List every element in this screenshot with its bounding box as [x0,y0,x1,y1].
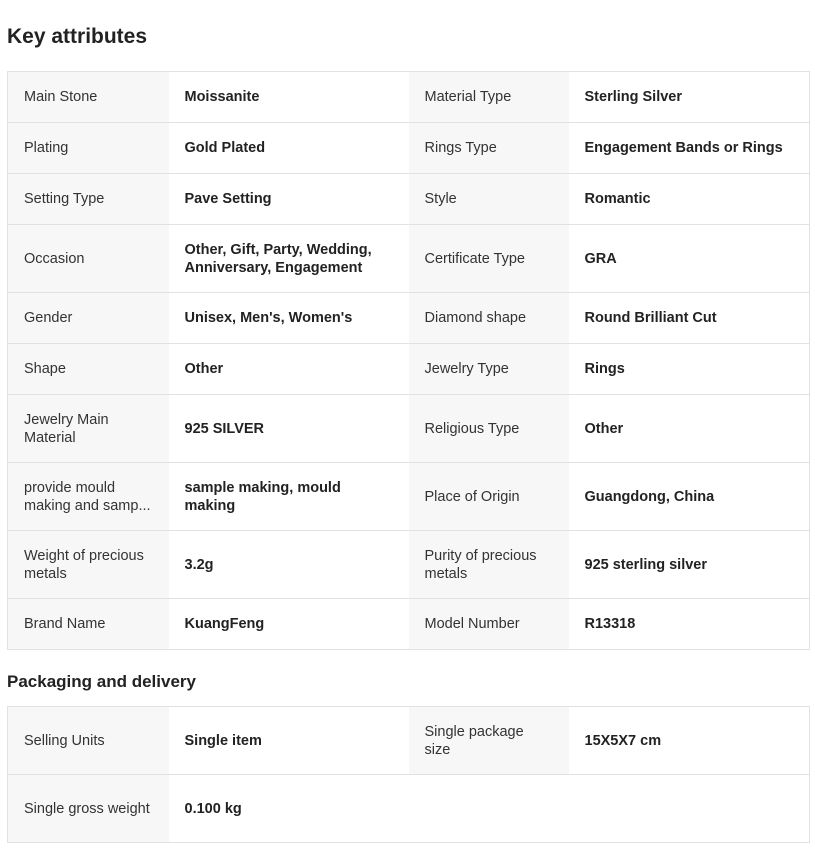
attribute-label: Style [409,174,569,225]
attribute-value: Romantic [569,174,810,225]
attribute-row-occasion [8,225,810,293]
attribute-value: 925 sterling silver [569,531,810,599]
attribute-label: Selling Units [8,707,169,775]
attribute-value: Guangdong, China [569,463,810,531]
attribute-value-text: Other, Gift, Party, Wedding, Anniversary, Engagement [184,241,372,276]
attribute-value: Pave Setting [169,174,409,225]
attribute-label: Place of Origin [409,463,569,531]
packaging-row-selling-units [8,707,810,775]
key-attributes-title: Key attributes [7,25,148,48]
attribute-value: sample making, mould making [169,463,409,531]
attribute-value: Rings [569,344,810,395]
attribute-value: Engagement Bands or Rings [569,123,810,174]
attribute-value: GRA [569,225,810,293]
attribute-label: Certificate Type [409,225,569,293]
attribute-label: Setting Type [8,174,169,225]
attribute-label-text: Jewelry Main Material [24,411,109,446]
attribute-value [169,225,409,293]
attribute-label [409,707,569,775]
attribute-value: Gold Plated [169,123,409,174]
attribute-label: Religious Type [409,395,569,463]
attribute-label-text: Weight of precious metals [24,547,144,582]
attribute-row-gender [8,293,810,344]
attribute-label: Gender [8,293,169,344]
attribute-value: 15X5X7 cm [569,707,810,775]
attribute-value: KuangFeng [169,599,409,650]
attribute-value: Round Brilliant Cut [569,293,810,344]
attribute-value: Sterling Silver [569,72,810,123]
attribute-label: Model Number [409,599,569,650]
attribute-row-setting-type [8,174,810,225]
attribute-label-text: Purity of precious metals [424,547,537,582]
attribute-row-jewelry-main-material [8,395,810,463]
attribute-label [8,775,169,843]
attribute-label [8,395,169,463]
attribute-label: Material Type [409,72,569,123]
attribute-row-brand-name [8,599,810,650]
packaging-title: Packaging and delivery [7,672,196,691]
attribute-label: Brand Name [8,599,169,650]
attribute-label: Shape [8,344,169,395]
attribute-row-shape [8,344,810,395]
empty-cell [569,775,810,843]
attribute-label [409,531,569,599]
attribute-value: 3.2g [169,531,409,599]
attribute-row-mould-making [8,463,810,531]
attribute-label [8,531,169,599]
attribute-value: Other [569,395,810,463]
attribute-label: Rings Type [409,123,569,174]
attribute-label-text: provide mould making and samp... [24,479,151,514]
attribute-value: 925 SILVER [169,395,409,463]
attribute-value: Unisex, Men's, Women's [169,293,409,344]
attribute-label: Main Stone [8,72,169,123]
attribute-row-plating [8,123,810,174]
key-attributes-table [7,71,810,650]
packaging-table [7,706,810,843]
attribute-value: R13318 [569,599,810,650]
packaging-row-gross-weight [8,775,810,843]
attribute-label-text: Single package size [424,723,524,758]
attribute-value: Other [169,344,409,395]
attribute-value: Single item [169,707,409,775]
empty-cell [409,775,569,843]
attribute-label-text: Single gross weight [24,800,150,817]
attribute-row-weight [8,531,810,599]
attribute-label [8,463,169,531]
attribute-value: Moissanite [169,72,409,123]
attribute-row-main-stone [8,72,810,123]
attribute-label: Occasion [8,225,169,293]
attribute-label: Diamond shape [409,293,569,344]
attribute-value: 0.100 kg [169,775,409,843]
attribute-label: Plating [8,123,169,174]
attribute-label: Jewelry Type [409,344,569,395]
